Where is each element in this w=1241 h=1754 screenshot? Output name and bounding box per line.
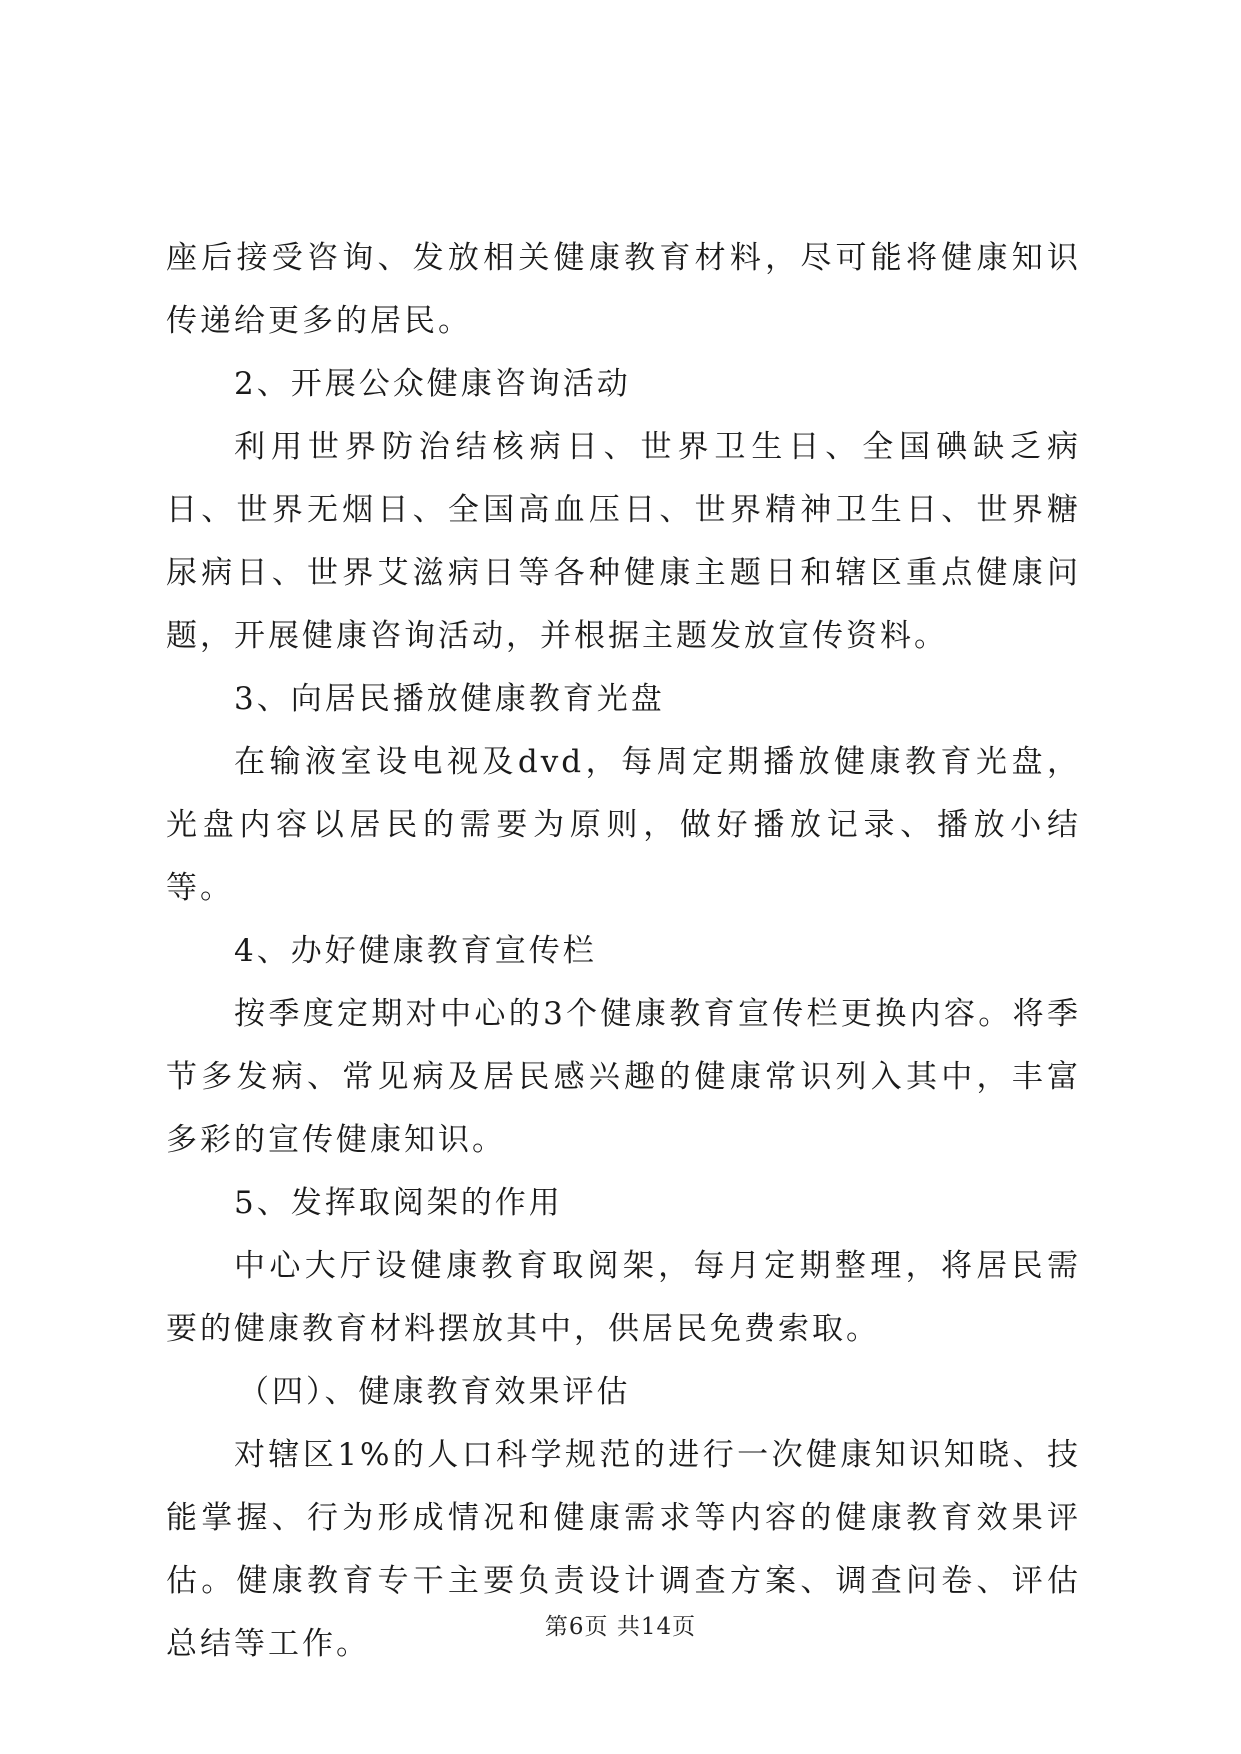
paragraph-consultation: 利用世界防治结核病日、世界卫生日、全国碘缺乏病日、世界无烟日、全国高血压日、世界精神卫生日、世界糖尿病日、世界艾滋病日等各种健康主题日和辖区重点健康问题，开展健康咨询活动，并根据主题发放宣传资料。 (166, 429, 1081, 654)
paragraph-bulletin: 按季度定期对中心的3个健康教育宣传栏更换内容。将季节多发病、常见病及居民感兴趣的健康常识列入其中，丰富多彩的宣传健康知识。 (166, 996, 1081, 1158)
section-heading-3: 3、向居民播放健康教育光盘 (234, 681, 665, 717)
section-heading-2: 2、开展公众健康咨询活动 (234, 366, 631, 402)
paragraph-video: 在输液室设电视及dvd，每周定期播放健康教育光盘，光盘内容以居民的需要为原则，做好播放记录、播放小结等。 (166, 744, 1081, 906)
section-heading-4: 4、办好健康教育宣传栏 (234, 933, 597, 969)
section-heading-5: 5、发挥取阅架的作用 (234, 1185, 563, 1221)
document-body (166, 227, 1081, 1676)
section-heading-evaluation: （四）、健康教育效果评估 (238, 1374, 631, 1410)
continued-paragraph: 座后接受咨询、发放相关健康教育材料，尽可能将健康知识传递给更多的居民。 (166, 240, 1081, 339)
page-number-footer: 第6页 共14页 (544, 1614, 697, 1640)
paragraph-rack: 中心大厅设健康教育取阅架，每月定期整理，将居民需要的健康教育材料摆放其中，供居民免费索取。 (166, 1248, 1081, 1347)
paragraph-evaluation: 对辖区1%的人口科学规范的进行一次健康知识知晓、技能掌握、行为形成情况和健康需求等内容的健康教育效果评估。健康教育专干主要负责设计调查方案、调查问卷、评估总结等工作。 (166, 1437, 1081, 1662)
